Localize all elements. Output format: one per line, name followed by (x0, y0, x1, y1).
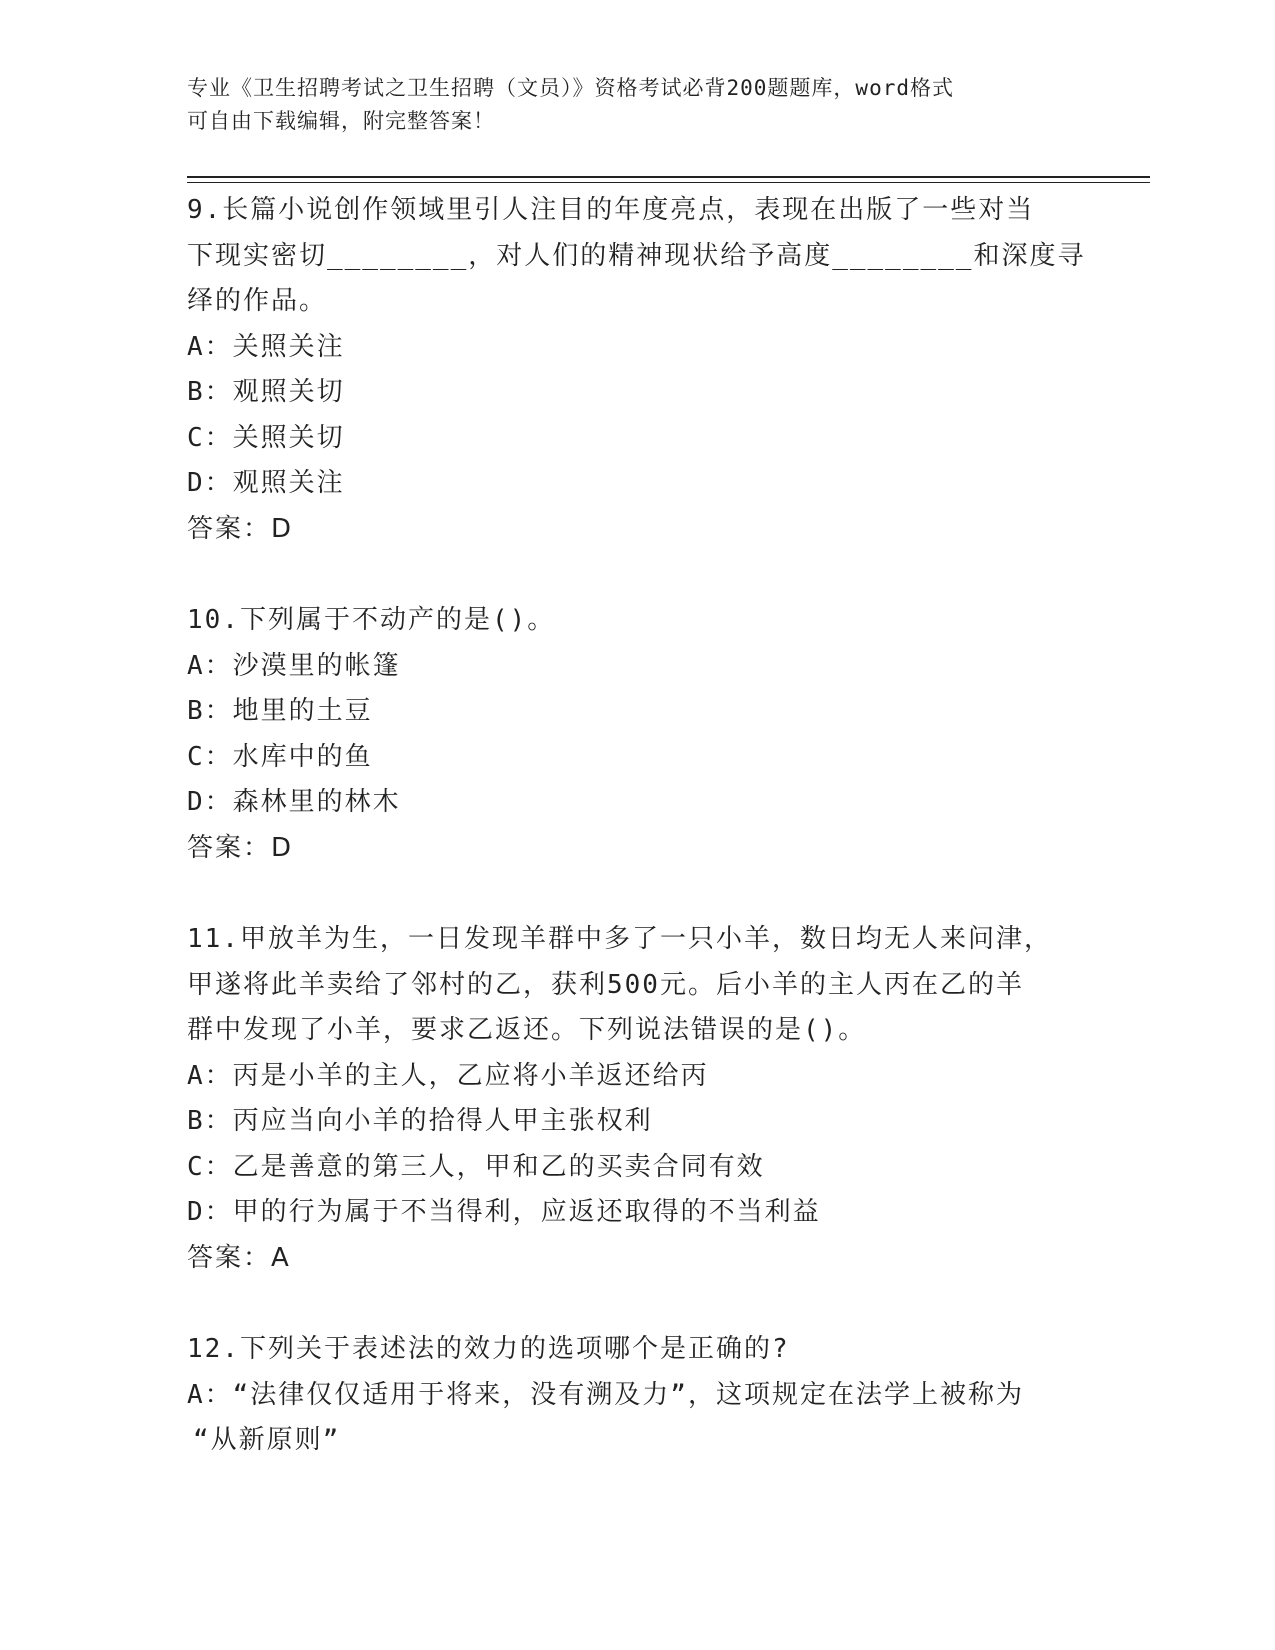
header-line: 可自由下载编辑，附完整答案！ (187, 109, 495, 133)
spacer (187, 1281, 1087, 1327)
question-list (187, 188, 1087, 1464)
option-a: A：沙漠里的帐篷 (187, 650, 401, 681)
document-header (187, 72, 1067, 138)
option-c: C：水库中的鱼 (187, 741, 373, 772)
spacer (187, 871, 1087, 917)
question-9 (187, 188, 1087, 552)
option-d: D：观照关注 (187, 468, 345, 498)
spacer (187, 552, 1087, 598)
question-stem-line: 12.下列关于表述法的效力的选项哪个是正确的? (187, 1334, 790, 1364)
answer: 答案：D (187, 832, 294, 863)
question-stem-line: 绎的作品。 (187, 286, 328, 316)
option-a-continuation: “从新原则” (193, 1425, 341, 1455)
option-a: A：关照关注 (187, 331, 345, 362)
header-line: 专业《卫生招聘考试之卫生招聘（文员）》资格考试必背200题题库，word格式 (187, 76, 954, 100)
question-11 (187, 917, 1087, 1281)
question-stem-line: 9.长篇小说创作领域里引人注目的年度亮点，表现在出版了一些对当 (187, 195, 1035, 225)
option-b: B：丙应当向小羊的拾得人甲主张权利 (187, 1106, 653, 1136)
question-stem-line: 10.下列属于不动产的是()。 (187, 605, 556, 635)
option-d: D：森林里的林木 (187, 787, 401, 817)
question-12 (187, 1327, 1087, 1464)
question-stem-line: 甲遂将此羊卖给了邻村的乙，获利500元。后小羊的主人丙在乙的羊 (187, 969, 1024, 1000)
option-b: B：观照关切 (187, 377, 345, 407)
option-a: A：“法律仅仅适用于将来，没有溯及力”，这项规定在法学上被称为 (187, 1379, 1024, 1410)
option-c: C：乙是善意的第三人，甲和乙的买卖合同有效 (187, 1151, 765, 1182)
question-stem-line: 群中发现了小羊，要求乙返还。下列说法错误的是()。 (187, 1015, 867, 1045)
option-b: B：地里的土豆 (187, 696, 373, 726)
question-stem-line: 11.甲放羊为生，一日发现羊群中多了一只小羊，数日均无人来问津， (187, 924, 1052, 954)
header-divider-thin (187, 182, 1150, 183)
answer: 答案：D (187, 513, 294, 544)
option-c: C：关照关切 (187, 422, 345, 453)
answer: 答案：A (187, 1242, 291, 1273)
question-stem-line: 下现实密切________，对人们的精神现状给予高度________和深度寻 (187, 240, 1086, 271)
option-a: A：丙是小羊的主人，乙应将小羊返还给丙 (187, 1060, 709, 1091)
question-10 (187, 598, 1087, 871)
header-divider-thick (187, 176, 1150, 178)
option-d: D：甲的行为属于不当得利，应返还取得的不当利益 (187, 1197, 821, 1227)
